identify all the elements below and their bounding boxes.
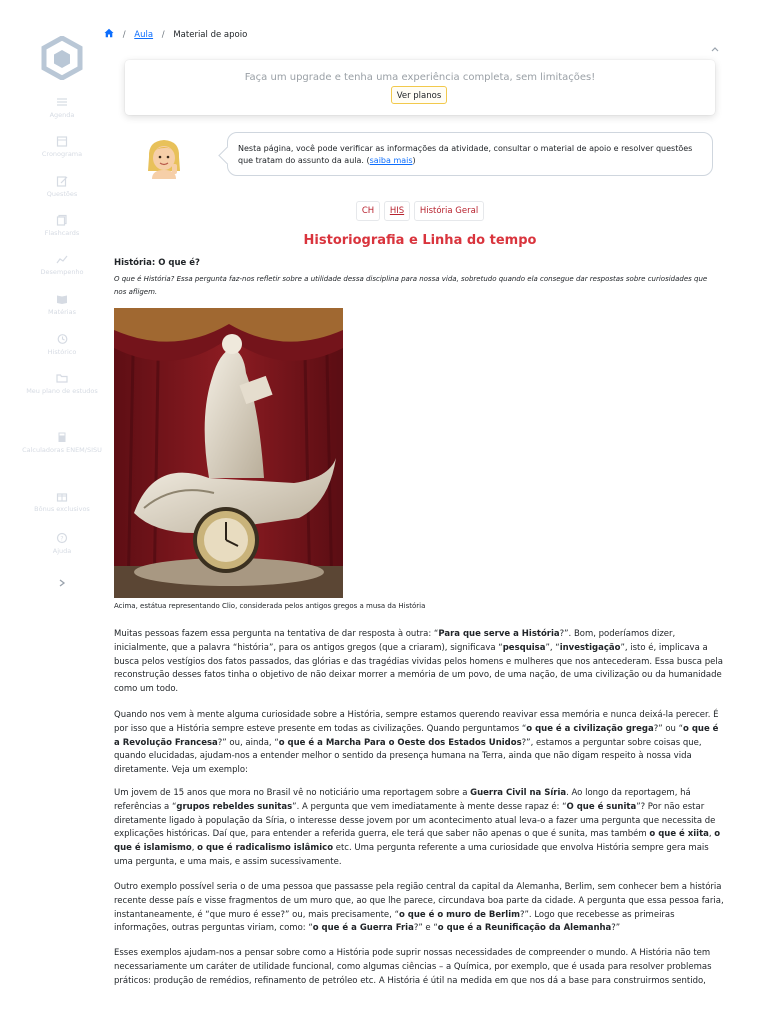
sidebar-item-label: Questões xyxy=(46,190,78,198)
bold-term: investigação xyxy=(559,642,621,653)
bold-term: pesquisa xyxy=(502,642,546,653)
breadcrumb-aula[interactable]: Aula xyxy=(134,30,154,40)
breadcrumb-current: Material de apoio xyxy=(173,30,248,40)
tag-disciplina[interactable]: HIS xyxy=(384,201,410,221)
upgrade-banner xyxy=(125,60,715,115)
sidebar-item-questoes[interactable] xyxy=(0,175,124,199)
help-icon xyxy=(56,532,68,544)
assistant-avatar xyxy=(144,137,184,179)
svg-text:?: ? xyxy=(60,535,64,543)
calendar-icon xyxy=(56,135,68,147)
history-icon xyxy=(56,333,68,345)
bold-term: Para que serve a História xyxy=(438,629,560,639)
bold-term: Guerra Civil na Síria xyxy=(470,788,567,798)
saiba-mais-link[interactable]: saiba mais xyxy=(369,156,413,165)
upgrade-message: Faça um upgrade e tenha uma experiência completa, sem limitações! xyxy=(244,72,596,83)
sidebar-item-historico[interactable] xyxy=(0,333,124,357)
expand-sidebar-icon[interactable] xyxy=(57,577,67,589)
page-title: Historiografia e Linha do tempo xyxy=(303,233,537,248)
paragraph: Muitas pessoas fazem essa pergunta na tentativa de dar resposta à outra: “Para que serve a História?”. Bom, poderíamos dizer, inicialmente, que a palavra “história”, para os antigos gregos (que a criaram), significava “pesquisa”, “investigação”, isto é, implicava a busca pelos vestígios dos fatos passados, das glórias e das tragédias vividas pelos homens e mulheres que nos antecederam. Essa busca pela reconstrução desses fatos tinha o objetivo de não deixar morrer a memória de um povo, de uma nação, de uma civilização ou da humanidade como um todo. xyxy=(114,629,723,695)
sidebar-item-plano-estudos[interactable] xyxy=(0,372,124,396)
bold-term: o que é a Reunificação da Alemanha xyxy=(437,923,612,934)
tag-area[interactable]: CH xyxy=(356,201,380,221)
sidebar-item-label: Calculadoras ENEM/SISU xyxy=(22,446,102,454)
sidebar-item-cronograma[interactable] xyxy=(0,135,124,159)
sidebar-item-materias[interactable] xyxy=(0,293,124,317)
paragraph: Um jovem de 15 anos que mora no Brasil vê no noticiário uma reportagem sobre a Guerra Civil na Síria. Ao longo da reportagem, há referências a “grupos rebeldes sunitas”. A pergunta que vem imediatamente à mente desse rapaz é: “O que é sunita”? Por não estar diretamente ligado à população da Síria, o interesse desse jovem por um acontecimento atual leva-o a fazer uma pergunta que necessita de explicações históricas. Daí que, para entender a referida guerra, ele terá que saber não apenas o que é sunita, mas também o que é xiita, o que é islamismo, o que é radicalismo islâmico etc. Uma pergunta referente a uma curiosidade que envolva História sempre gera mais uma pergunta, e uma mais, e assim sucessivamente. xyxy=(114,788,721,867)
sidebar-item-label: Bônus exclusivos xyxy=(34,505,90,513)
info-bubble: Nesta página, você pode verificar as informações da atividade, consultar o material de apoio e resolver questões que tratam do assunto da aula. (saiba mais) xyxy=(227,132,713,176)
paragraph: Esses exemplos ajudam-nos a pensar sobre como a História pode suprir nossas necessidades de compreender o mundo. A História não tem necessariamente um caráter de utilidade funcional, como algumas ciências – a Química, por exemplo, que é usada para resolver problemas práticos: produção de remédios, refinamento de petróleo etc. A História é útil na medida em que nos dá a base para construirmos sentido, xyxy=(114,948,712,986)
bold-term: o que é radicalismo islâmico xyxy=(197,843,334,854)
sidebar-item-label: Ajuda xyxy=(52,547,72,555)
chevron-up-icon[interactable] xyxy=(710,44,720,54)
image-caption: Acima, estátua representando Clio, considerada pelos antigos gregos a musa da História xyxy=(114,602,426,610)
bold-term: grupos rebeldes sunitas xyxy=(176,801,293,812)
sidebar-item-ajuda[interactable] xyxy=(0,532,124,556)
info-text: Nesta página, você pode verificar as informações da atividade, consultar o material de apoio e resolver questões que tratam do assunto da aula. ( xyxy=(238,144,693,165)
bold-term: o que é a Revolução Francesa xyxy=(114,723,719,748)
sidebar-item-label: Flashcards xyxy=(44,229,80,237)
clio-statue-image xyxy=(114,308,343,598)
logo-icon[interactable] xyxy=(41,36,83,80)
folder-icon xyxy=(56,372,68,384)
sidebar-item-label: Desempenho xyxy=(40,268,84,276)
sidebar-item-flashcards[interactable] xyxy=(0,214,124,238)
section-intro: O que é História? Essa pergunta faz-nos refletir sobre a utilidade dessa disciplina para nossa vida, sobretudo quando ela consegue dar respostas sobre curiosidades que nos afligem. xyxy=(114,275,708,296)
edit-icon xyxy=(56,175,68,187)
calculator-icon xyxy=(56,431,68,443)
bold-term: O que é sunita xyxy=(566,801,637,812)
ver-planos-button[interactable]: Ver planos xyxy=(391,86,447,104)
chart-icon xyxy=(56,253,68,265)
gift-icon xyxy=(56,490,68,502)
sidebar-item-label: Matérias xyxy=(48,308,76,316)
book-icon xyxy=(56,293,68,305)
sidebar-item-desempenho[interactable] xyxy=(0,253,124,277)
sidebar-item-bonus[interactable] xyxy=(0,490,124,514)
bold-term: o que é islamismo xyxy=(114,829,721,854)
sidebar xyxy=(0,0,124,1024)
cards-icon xyxy=(56,214,68,226)
breadcrumb: / Aula / Material de apoio xyxy=(104,28,247,40)
paragraph: Outro exemplo possível seria o de uma pessoa que passasse pela região central da capital da Alemanha, Berlim, sem conhecer bem a história recente desse país e visse fragmentos de um muro que, ao que lhe parece, circundava boa parte da cidade. A pergunta que essa pessoa faria, instantaneamente, é “que muro é esse?” ou, mais precisamente, “o que é o muro de Berlim?”. Logo que recebesse as primeiras informações, outras perguntas viriam, como: “o que é a Guerra Fria?” e “o que é a Reunificação da Alemanha?” xyxy=(114,882,724,934)
sidebar-item-label: Meu plano de estudos xyxy=(26,387,98,395)
sidebar-item-calculadoras[interactable] xyxy=(0,431,124,455)
bold-term: o que é o muro de Berlim xyxy=(398,909,520,920)
sidebar-item-label: Histórico xyxy=(47,348,77,356)
bold-term: o que é a civilização grega xyxy=(526,723,654,734)
sidebar-item-agenda[interactable] xyxy=(0,96,124,120)
tag-assunto[interactable]: História Geral xyxy=(414,201,484,221)
sidebar-item-label: Agenda xyxy=(49,111,75,119)
list-icon xyxy=(56,96,68,108)
paragraph: Quando nos vem à mente alguma curiosidade sobre a História, sempre estamos querendo reavivar essa memória e nunca deixá-la perecer. É por isso que a História sempre esteve presente em todas as civilizações. Quando perguntamos “o que é a civilização grega?” ou “o que é a Revolução Francesa?” ou, ainda, “o que é a Marcha Para o Oeste dos Estados Unidos?”, estamos a perguntar sobre coisas que, quando elucidadas, ajudam-nos a entender melhor o sentido da presença humana na Terra, ainda que não digam respeito à nossa vida diretamente. Veja um exemplo: xyxy=(114,710,719,776)
bold-term: o que é a Guerra Fria xyxy=(312,923,414,934)
sidebar-item-label: Cronograma xyxy=(41,150,83,158)
bold-term: o que é a Marcha Para o Oeste dos Estados Unidos xyxy=(278,737,522,748)
home-icon[interactable] xyxy=(104,28,114,38)
section-heading: História: O que é? xyxy=(114,258,200,268)
bold-term: o que é xiita xyxy=(649,829,709,840)
